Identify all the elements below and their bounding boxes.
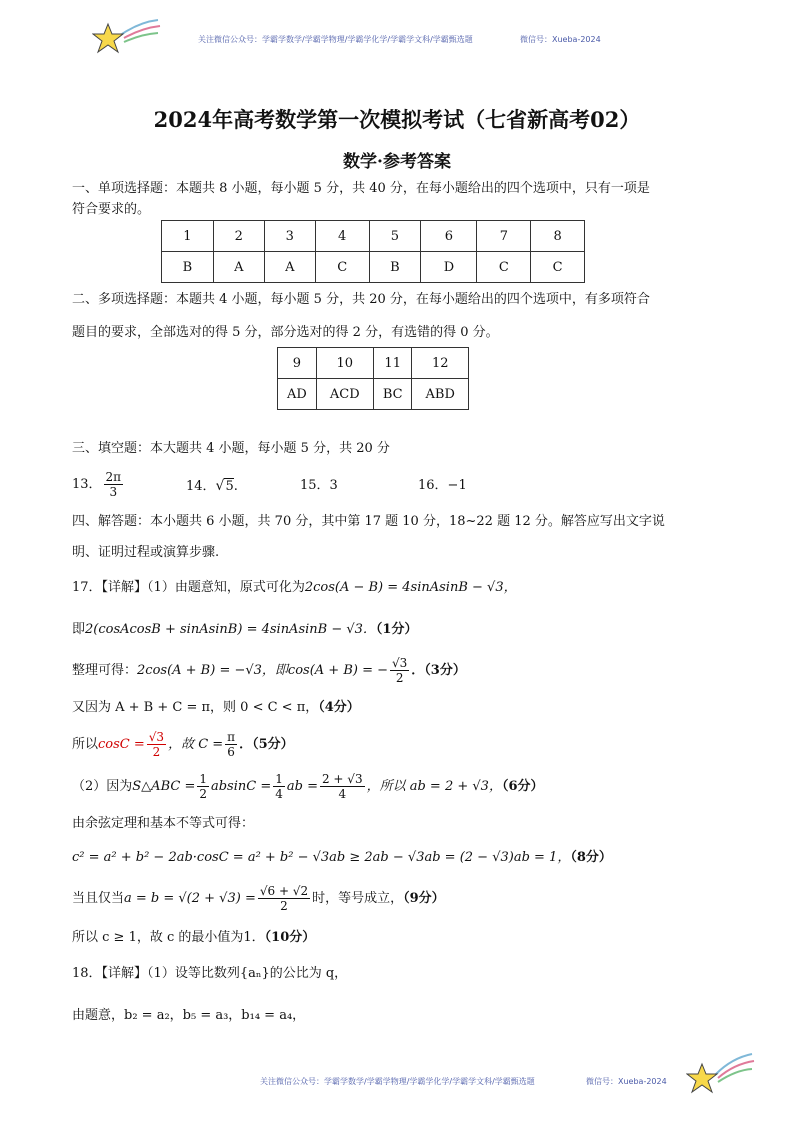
- q15-value: 3: [329, 478, 338, 493]
- q13-numerator: 2π: [105, 470, 122, 484]
- q17-line10-score: （10分）: [264, 930, 316, 945]
- section3-heading: 三、填空题：本大题共 4 小题，每小题 5 分，共 20 分: [72, 441, 390, 456]
- q17-line6-math2: absinC =: [210, 779, 272, 794]
- q13-fraction: [104, 470, 124, 499]
- q17-line2: [72, 620, 417, 640]
- q16-answer: [418, 476, 467, 496]
- q17-line3-denominator: 2: [395, 671, 404, 685]
- header-top-wechat: 微信号：Xueba-2024: [520, 35, 601, 44]
- star-logo-top: [92, 14, 164, 58]
- q17-line3-math2: cos(A + B) = −: [287, 663, 388, 678]
- table-cell: C: [531, 252, 585, 283]
- page-subtitle: 数学·参考答案: [343, 152, 451, 172]
- table-cell: ABD: [412, 379, 469, 410]
- table-row: [162, 221, 585, 252]
- q17-line6-fraction2: [273, 772, 285, 801]
- q17-line5: [72, 728, 294, 762]
- q17-line9-text: 当且仅当: [72, 891, 125, 906]
- page-title: 2024年高考数学第一次模拟考试（七省新高考02）: [153, 107, 641, 132]
- table-cell: 8: [531, 221, 585, 252]
- q17-line9-score: （9分）: [403, 891, 445, 906]
- q17-line3: [72, 654, 466, 688]
- section4-heading-line1: 四、解答题：本小题共 6 小题，共 70 分，其中第 17 题 10 分，18~22 题 12 分。解答应写出文字说: [72, 514, 665, 529]
- q17-line5-text: 所以: [72, 737, 99, 752]
- q14-answer: 14．√5.: [186, 478, 238, 494]
- q17-line5-score: ．（5分）: [239, 737, 294, 752]
- table-cell: C: [477, 252, 531, 283]
- q17-line3-text: 整理可得：: [72, 663, 138, 678]
- q17-line8: [72, 848, 612, 868]
- table-cell: B: [162, 252, 214, 283]
- q17-line9: [72, 882, 445, 916]
- table-cell: 1: [162, 221, 214, 252]
- q17-line4-text: 又因为 A + B + C = π，则 0 < C < π，: [72, 700, 319, 715]
- q17-line5-numerator: √3: [148, 730, 165, 744]
- q17-line9-math: a = b = √(2 + √3) =: [124, 891, 256, 906]
- q17-line3-numerator: √3: [392, 656, 408, 670]
- q17-line8-score: （8分）: [570, 850, 612, 865]
- q17-line8-math: c² = a² + b² − 2ab·cosC = a² + b² − √3ab ≥ 2ab − √3ab = (2 − √3)ab = 1，: [72, 850, 571, 865]
- q17-line6-f1-denominator: 2: [199, 787, 207, 801]
- table-cell: 5: [369, 221, 421, 252]
- table-cell: A: [264, 252, 315, 283]
- table-cell: 6: [421, 221, 477, 252]
- q16-label: 16．: [418, 478, 448, 493]
- q17-line7: 由余弦定理和基本不等式可得：: [72, 816, 255, 831]
- q17-line6-f2-numerator: 1: [275, 772, 283, 786]
- q15-label: 15．: [300, 478, 330, 493]
- q17-line4-score: （4分）: [318, 700, 360, 715]
- q17-line9-denominator: 2: [280, 899, 288, 913]
- q17-line5-fraction: [147, 730, 166, 759]
- section1-heading-line1: 一、单项选择题：本题共 8 小题，每小题 5 分，共 40 分，在每小题给出的四个选项中，只有一项是: [72, 181, 650, 196]
- q13-label: 13．: [72, 477, 102, 492]
- table-cell: AD: [278, 379, 317, 410]
- q17-line9-suffix: 时，等号成立，: [312, 891, 404, 906]
- table-cell: D: [421, 252, 477, 283]
- table-row: [278, 348, 469, 379]
- section2-heading-line2: 题目的要求，全部选对的得 5 分，部分选对的得 2 分，有选错的得 0 分。: [72, 325, 499, 340]
- q17-line3-fraction: [390, 656, 409, 685]
- q17-line10-text: 所以 c ≥ 1，故 c 的最小值为1．: [72, 930, 265, 945]
- table-cell: 11: [373, 348, 412, 379]
- q18-line1: 18．【详解】（1）设等比数列{aₙ}的公比为 q，: [72, 966, 348, 981]
- multi-choice-answer-table: [277, 347, 469, 410]
- q17-line1-math: 2cos(A − B) = 4sinAsinB − √3，: [304, 580, 517, 595]
- table-cell: 2: [213, 221, 264, 252]
- q17-line6: [72, 770, 544, 804]
- table-cell: 10: [316, 348, 373, 379]
- section4-heading-line2: 明、证明过程或演算步骤.: [72, 545, 220, 560]
- table-cell: 3: [264, 221, 315, 252]
- q18-line2: 由题意，b₂ = a₂，b₅ = a₃，b₁₄ = a₄，: [72, 1008, 306, 1023]
- q17-line3-math1: 2cos(A + B) = −√3，即: [137, 663, 288, 678]
- q13-answer: [72, 468, 125, 502]
- q17-line5-red-math: cosC =: [98, 737, 145, 752]
- header-top-text: 关注微信公众号：学霸学数学/学霸学物理/学霸学化学/学霸学文科/学霸甄选题: [198, 35, 473, 44]
- q17-line6-math3: ab =: [286, 779, 318, 794]
- q17-line6-fraction3: [320, 772, 365, 801]
- section2-heading-line1: 二、多项选择题：本题共 4 小题，每小题 5 分，共 20 分，在每小题给出的四个选项中，有多项符合: [72, 292, 650, 307]
- table-row: [162, 252, 585, 283]
- table-cell: ACD: [316, 379, 373, 410]
- single-choice-answer-table: [161, 220, 585, 283]
- q17-line10: [72, 928, 315, 948]
- q17-line6-f3-denominator: 4: [338, 787, 347, 801]
- table-cell: A: [213, 252, 264, 283]
- q17-line9-numerator: √6 + √2: [259, 884, 309, 898]
- table-cell: 12: [412, 348, 469, 379]
- table-cell: 7: [477, 221, 531, 252]
- star-logo-bottom: [686, 1048, 756, 1098]
- q17-line5-mid: ，故 C =: [168, 737, 224, 752]
- q17-line6-fraction1: [197, 772, 209, 801]
- section1-heading-line2: 符合要求的。: [72, 202, 151, 217]
- q17-line2-math: 2(cosAcosB + sinAsinB) = 4sinAsinB − √3．: [85, 622, 376, 637]
- q17-line6-text: （2）因为: [72, 779, 133, 794]
- q17-line6-f1-numerator: 1: [199, 772, 207, 786]
- table-cell: 4: [315, 221, 369, 252]
- q17-line5-denominator2: 6: [227, 745, 235, 759]
- q17-line5-denominator: 2: [152, 745, 161, 759]
- q17-line6-math: S△ABC =: [132, 779, 196, 794]
- q17-line6-math4: ，所以 ab = 2 + √3，: [366, 779, 502, 794]
- q17-line1: [72, 578, 517, 598]
- q17-line6-f3-numerator: 2 + √3: [321, 772, 363, 786]
- q17-line9-fraction: [258, 884, 310, 913]
- table-cell: B: [369, 252, 421, 283]
- q17-line2-score: （1分）: [375, 622, 418, 637]
- q16-value: −1: [447, 478, 467, 493]
- footer-wechat: 微信号：Xueba-2024: [586, 1077, 667, 1086]
- q15-answer: [300, 476, 338, 496]
- q17-line5-fraction2: [225, 730, 237, 759]
- q17-line6-f2-denominator: 4: [275, 787, 283, 801]
- q13-denominator: 3: [109, 485, 118, 499]
- q17-line1-text: 17．【详解】（1）由题意知，原式可化为: [72, 580, 305, 595]
- table-cell: 9: [278, 348, 317, 379]
- q17-line2-text: 即: [72, 622, 86, 637]
- q14-value: 5: [225, 479, 234, 494]
- table-cell: C: [315, 252, 369, 283]
- table-row: [278, 379, 469, 410]
- q17-line5-numerator2: π: [227, 730, 236, 744]
- table-cell: BC: [373, 379, 412, 410]
- footer-text: 关注微信公众号：学霸学数学/学霸学物理/学霸学化学/学霸学文科/学霸甄选题: [260, 1077, 535, 1086]
- q17-line3-score: ．（3分）: [411, 663, 466, 678]
- q17-line5-highlight: [98, 730, 168, 759]
- q17-line6-score: （6分）: [501, 779, 544, 794]
- q14-label: 14．: [186, 479, 216, 494]
- q17-line4: [72, 698, 360, 718]
